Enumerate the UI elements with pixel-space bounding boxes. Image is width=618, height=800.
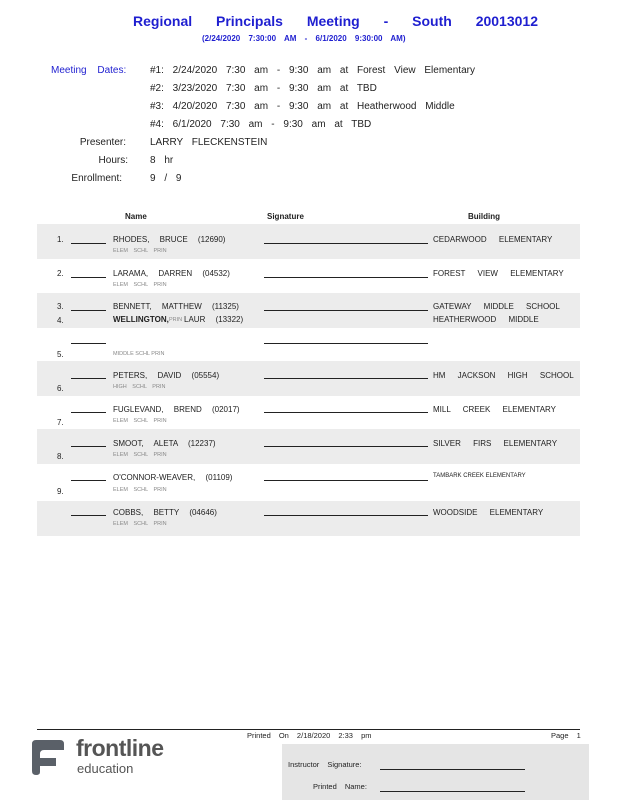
- meeting-dates-label: Meeting Dates:: [51, 65, 127, 76]
- attendee-name: PETERS, DAVID (05554): [113, 371, 220, 380]
- hours-value: 8 hr: [150, 155, 174, 166]
- row-number: 3.: [57, 302, 64, 311]
- presenter-value: LARRY FLECKENSTEIN: [150, 137, 268, 148]
- attendee-initials-line[interactable]: [71, 343, 106, 344]
- enrollment-value: 9 / 9: [150, 173, 182, 184]
- attendee-building: WOODSIDE ELEMENTARY: [433, 508, 544, 517]
- row-number: 8.: [57, 452, 64, 461]
- attendee-building: GATEWAY MIDDLE SCHOOL: [433, 302, 560, 311]
- attendee-building: HM JACKSON HIGH SCHOOL: [433, 371, 574, 380]
- attendee-role: PRIN: [169, 317, 183, 323]
- printed-name-label: Printed Name:: [313, 782, 367, 791]
- signature-line[interactable]: [264, 412, 428, 413]
- attendee-name: BENNETT, MATTHEW (11325): [113, 302, 239, 311]
- signature-line[interactable]: [264, 515, 428, 516]
- signature-line[interactable]: [264, 277, 428, 278]
- attendee-initials-line[interactable]: [71, 243, 106, 244]
- attendee-role: ELEM SCHL PRIN: [113, 282, 167, 288]
- meeting-date-4: #4: 6/1/2020 7:30 am - 9:30 am at TBD: [150, 119, 372, 130]
- brand-subtitle: education: [77, 761, 134, 776]
- signature-line[interactable]: [264, 310, 428, 311]
- hours-label: Hours:: [98, 155, 128, 166]
- attendee-initials-line[interactable]: [71, 480, 106, 481]
- footer-divider: [37, 729, 580, 730]
- attendee-building: CEDARWOOD ELEMENTARY: [433, 235, 553, 244]
- page-subtitle: (2/24/2020 7:30:00 AM - 6/1/2020 9:30:00 AM): [202, 34, 406, 43]
- attendee-initials-line[interactable]: [71, 412, 106, 413]
- meeting-date-2: #2: 3/23/2020 7:30 am - 9:30 am at TBD: [150, 83, 377, 94]
- row-number: 9.: [57, 487, 64, 496]
- attendee-initials-line[interactable]: [71, 277, 106, 278]
- frontline-logo-icon: [30, 738, 66, 776]
- meeting-date-1: #1: 2/24/2020 7:30 am - 9:30 am at Forest View Elementary: [150, 65, 475, 76]
- page-number: Page 1: [551, 731, 581, 740]
- presenter-label: Presenter:: [79, 137, 126, 148]
- row-number: 5.: [57, 350, 64, 359]
- instructor-sign-box: [282, 744, 589, 800]
- printed-name-line[interactable]: [380, 791, 525, 792]
- column-header-name: Name: [125, 212, 147, 221]
- attendee-building: SILVER FIRS ELEMENTARY: [433, 439, 558, 448]
- attendee-role: ELEM SCHL PRIN: [113, 418, 167, 424]
- attendee-name: WELLINGTON,: [113, 315, 169, 324]
- attendee-name: COBBS, BETTY (04646): [113, 508, 217, 517]
- row-number: 7.: [57, 418, 64, 427]
- attendee-role: ELEM SCHL PRIN: [113, 487, 167, 493]
- attendee-role: ELEM SCHL PRIN: [113, 248, 167, 254]
- instructor-signature-line[interactable]: [380, 769, 525, 770]
- signature-line[interactable]: [264, 243, 428, 244]
- row-background: [37, 501, 580, 536]
- attendee-building: HEATHERWOOD MIDDLE: [433, 315, 539, 324]
- attendee-building: MILL CREEK ELEMENTARY: [433, 405, 556, 414]
- attendee-role: HIGH SCHL PRIN: [113, 384, 166, 390]
- attendee-initials-line[interactable]: [71, 515, 106, 516]
- printed-timestamp: Printed On 2/18/2020 2:33 pm: [247, 731, 372, 740]
- meeting-date-3: #3: 4/20/2020 7:30 am - 9:30 am at Heatherwood Middle: [150, 101, 455, 112]
- attendee-building: TAMBARK CREEK ELEMENTARY: [433, 473, 526, 479]
- attendee-name: FUGLEVAND, BREND (02017): [113, 405, 240, 414]
- column-header-signature: Signature: [267, 212, 304, 221]
- attendee-initials-line[interactable]: [71, 378, 106, 379]
- attendee-name: O'CONNOR-WEAVER, (01109): [113, 473, 233, 482]
- row-number: 4.: [57, 316, 64, 325]
- attendee-name: LAUR (13322): [184, 315, 244, 324]
- row-number: 2.: [57, 269, 64, 278]
- attendee-role: MIDDLE SCHL PRIN: [113, 351, 165, 357]
- attendee-name: SMOOT, ALETA (12237): [113, 439, 216, 448]
- attendee-name: RHODES, BRUCE (12690): [113, 235, 226, 244]
- signature-line[interactable]: [264, 378, 428, 379]
- attendee-initials-line[interactable]: [71, 446, 106, 447]
- attendee-role: ELEM SCHL PRIN: [113, 452, 167, 458]
- enrollment-label: Enrollment:: [71, 173, 122, 184]
- signature-line[interactable]: [264, 480, 428, 481]
- row-number: 1.: [57, 235, 64, 244]
- attendee-role: ELEM SCHL PRIN: [113, 521, 167, 527]
- signature-line[interactable]: [264, 343, 428, 344]
- page-title: Regional Principals Meeting - South 20013012: [133, 13, 538, 29]
- attendee-building: FOREST VIEW ELEMENTARY: [433, 269, 564, 278]
- attendee-name: LARAMA, DARREN (04532): [113, 269, 230, 278]
- brand-name: frontline: [76, 735, 164, 761]
- attendee-initials-line[interactable]: [71, 310, 106, 311]
- column-header-building: Building: [468, 212, 500, 221]
- instructor-signature-label: Instructor Signature:: [288, 760, 362, 769]
- row-number: 6.: [57, 384, 64, 393]
- signature-line[interactable]: [264, 446, 428, 447]
